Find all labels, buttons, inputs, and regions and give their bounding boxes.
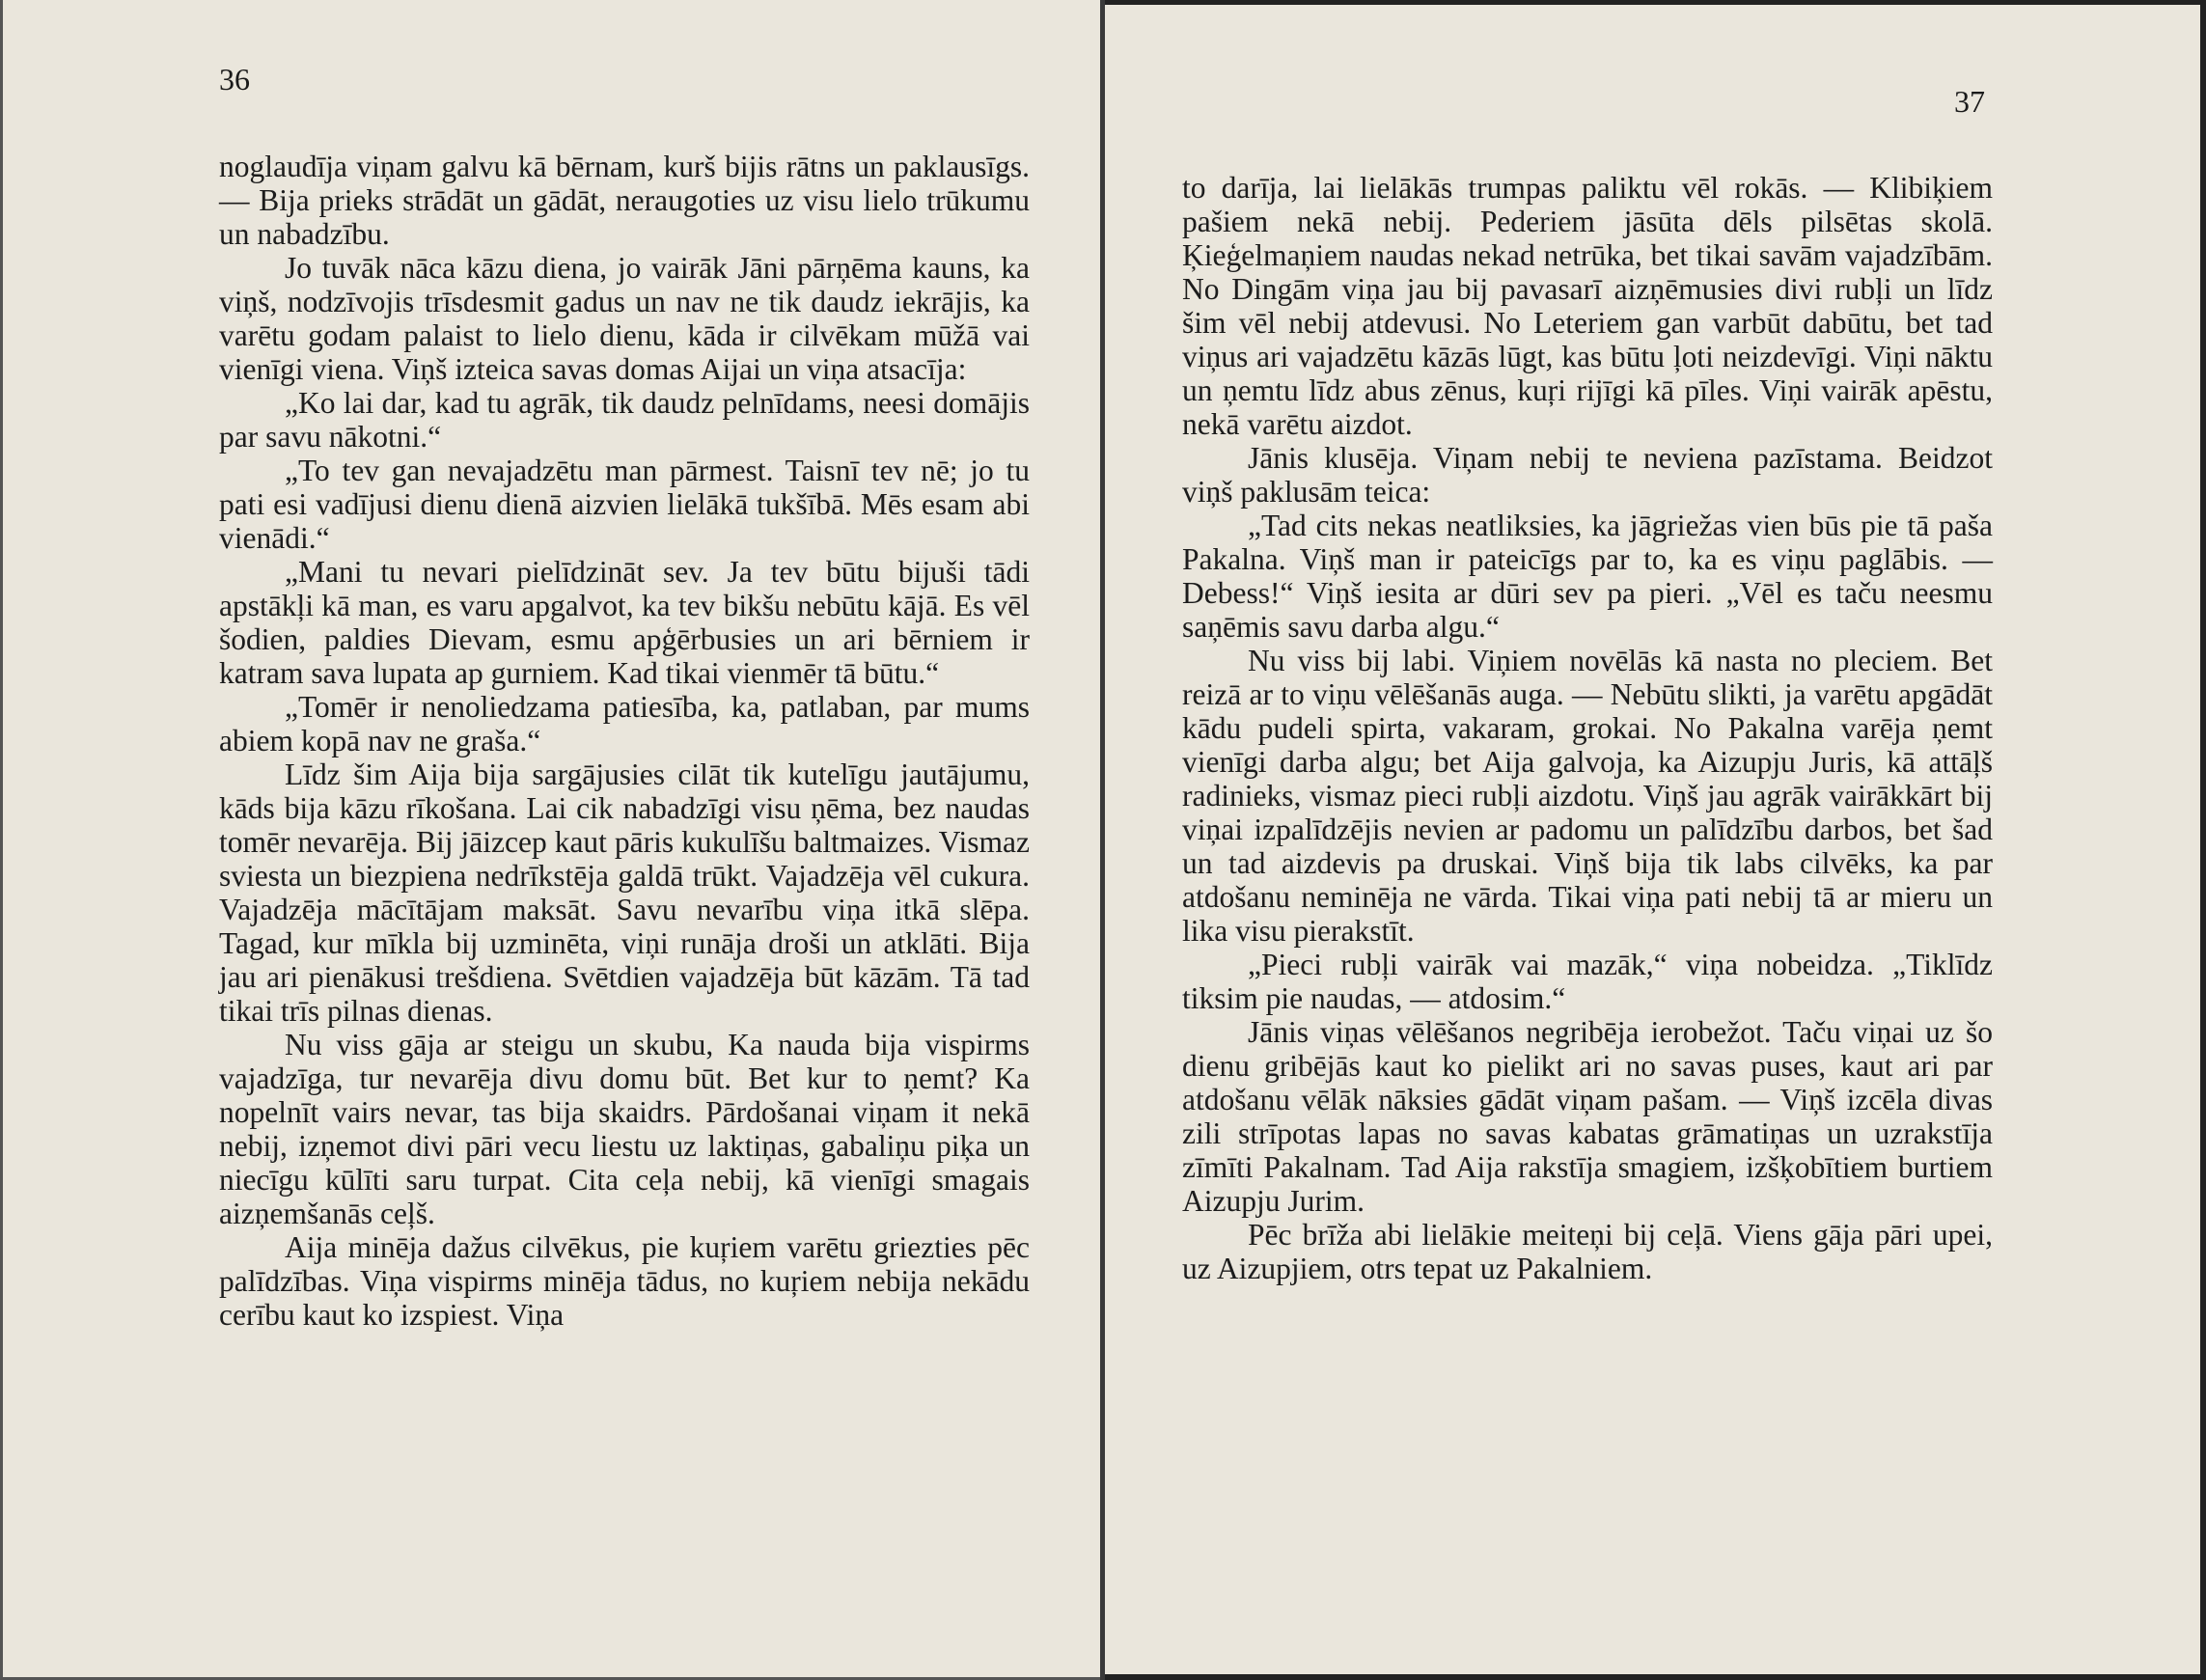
- right-page-text: [1182, 171, 1993, 1285]
- right-page: [1105, 0, 2206, 1680]
- paragraph: Aija minēja dažus cilvēkus, pie kuŗiem varētu griezties pēc palīdzības. Viņa vispirms minēja tādus, no kuŗiem nebija nekādu cerību kaut ko izspiest. Viņa: [219, 1230, 1030, 1332]
- paragraph: Nu viss bij labi. Viņiem novēlās kā nasta no pleciem. Bet reizā ar to viņu vēlēšanās auga. — Nebūtu slikti, ja varētu apgādāt kādu pudeli spirta, vakaram, grokai. No Pakalna varēja ņemt vienīgi darba algu; bet Aija galvoja, ka Aizupju Juris, kā attāļš radinieks, vismaz pieci rubļi aizdotu. Viņš jau agrāk vairākkārt bij viņai izpalīdzējis nevien ar padomu un palīdzību darbos, bet šad un tad aizdevis pa druskai. Viņš bija tik labs cilvēks, ka par atdošanu neminēja ne vārda. Tikai viņa pati nebij tā ar mieru un lika visu pierakstīt.: [1182, 644, 1993, 948]
- paragraph: „Mani tu nevari pielīdzināt sev. Ja tev būtu bijuši tādi apstākļi kā man, es varu apgalvot, ka tev bikšu nebūtu kājā. Es vēl šodien, paldies Dievam, esmu apģērbusies un ari bērniem ir katram sava lupata ap gurniem. Kad tikai vienmēr tā būtu.“: [219, 555, 1030, 690]
- page-number-left: 36: [219, 62, 250, 96]
- left-page: [0, 0, 1100, 1680]
- paragraph: Līdz šim Aija bija sargājusies cilāt tik kutelīgu jautājumu, kāds bija kāzu rīkošana. Lai cik nabadzīgi visu ņēma, bez naudas tomēr nevarēja. Bij jāizcep kaut pāris kukulīšu baltmaizes. Vismaz sviesta un biezpiena nedrīkstēja galdā trūkt. Vajadzēja vēl cukura. Vajadzēja mācītājam maksāt. Savu nevarību viņa itkā slēpa. Tagad, kur mīkla bij uzminēta, viņi runāja droši un atklāti. Bija jau ari pienākusi trešdiena. Svētdien vajadzēja būt kāzām. Tā tad tikai trīs pilnas dienas.: [219, 757, 1030, 1028]
- page-number-right: 37: [1954, 84, 1985, 119]
- paragraph: „Pieci rubļi vairāk vai mazāk,“ viņa nobeidza. „Tiklīdz tiksim pie naudas, — atdosim.“: [1182, 948, 1993, 1015]
- paragraph: Jānis klusēja. Viņam nebij te neviena pazīstama. Beidzot viņš paklusām teica:: [1182, 441, 1993, 509]
- paragraph: Jo tuvāk nāca kāzu diena, jo vairāk Jāni pārņēma kauns, ka viņš, nodzīvojis trīsdesmit gadus un nav ne tik daudz iekrājis, ka varētu godam palaist to lielo dienu, kāda ir cilvēkam mūžā vai vienīgi viena. Viņš izteica savas domas Aijai un viņa atsacīja:: [219, 251, 1030, 386]
- left-page-text: [219, 150, 1030, 1332]
- paragraph: „To tev gan nevajadzētu man pārmest. Taisnī tev nē; jo tu pati esi vadījusi dienu dienā aizvien lielākā tukšībā. Mēs esam abi vienādi.“: [219, 454, 1030, 555]
- paragraph: Pēc brīža abi lielākie meiteņi bij ceļā. Viens gāja pāri upei, uz Aizupjiem, otrs tepat uz Pakalniem.: [1182, 1218, 1993, 1285]
- paragraph: „Ko lai dar, kad tu agrāk, tik daudz pelnīdams, neesi domājis par savu nākotni.“: [219, 386, 1030, 454]
- paragraph: noglaudīja viņam galvu kā bērnam, kurš bijis rātns un paklausīgs. — Bija prieks strādāt un gādāt, neraugoties uz visu lielo trūkumu un nabadzību.: [219, 150, 1030, 251]
- paragraph: Jānis viņas vēlēšanos negribēja ierobežot. Taču viņai uz šo dienu gribējās kaut ko pielikt ari no savas puses, kaut ari par atdošanu vēlāk nāksies gādāt viņam pašam. — Viņš izcēla divas zili strīpotas lapas no savas kabatas grāmatiņas un uzrakstīja zīmīti Pakalnam. Tad Aija rakstīja smagiem, izšķobītiem burtiem Aizupju Jurim.: [1182, 1015, 1993, 1218]
- paragraph: to darīja, lai lielākās trumpas paliktu vēl rokās. — Klibiķiem pašiem nekā nebij. Pederiem jāsūta dēls pilsētas skolā. Ķieģelmaņiem naudas nekad netrūka, bet tikai savām vajadzībām. No Dingām viņa jau bij pavasarī aizņēmusies divi rubļi un līdz šim vēl nebij atdevusi. No Leteriem gan varbūt dabūtu, bet tad viņus ari vajadzētu kāzās lūgt, kas būtu ļoti neizdevīgi. Viņi nāktu un ņemtu līdz abus zēnus, kuŗi rijīgi kā pīles. Viņi vairāk apēstu, nekā varētu aizdot.: [1182, 171, 1993, 441]
- paragraph: „Tomēr ir nenoliedzama patiesība, ka, patlaban, par mums abiem kopā nav ne graša.“: [219, 690, 1030, 757]
- paragraph: Nu viss gāja ar steigu un skubu, Ka nauda bija vispirms vajadzīga, tur nevarēja divu domu būt. Bet kur to ņemt? Ka nopelnīt vairs nevar, tas bija skaidrs. Pārdošanai viņam it nekā nebij, izņemot divi pāri vecu liestu uz laktiņas, gabaliņu piķa un niecīgu kūlīti saru turpat. Cita ceļa nebij, kā vienīgi smagais aizņemšanās ceļš.: [219, 1028, 1030, 1230]
- paragraph: „Tad cits nekas neatliksies, ka jāgriežas vien būs pie tā paša Pakalna. Viņš man ir pateicīgs par to, ka es viņu paglābis. — Debess!“ Viņš iesita ar dūri sev pa pieri. „Vēl es taču neesmu saņēmis savu darba algu.“: [1182, 509, 1993, 644]
